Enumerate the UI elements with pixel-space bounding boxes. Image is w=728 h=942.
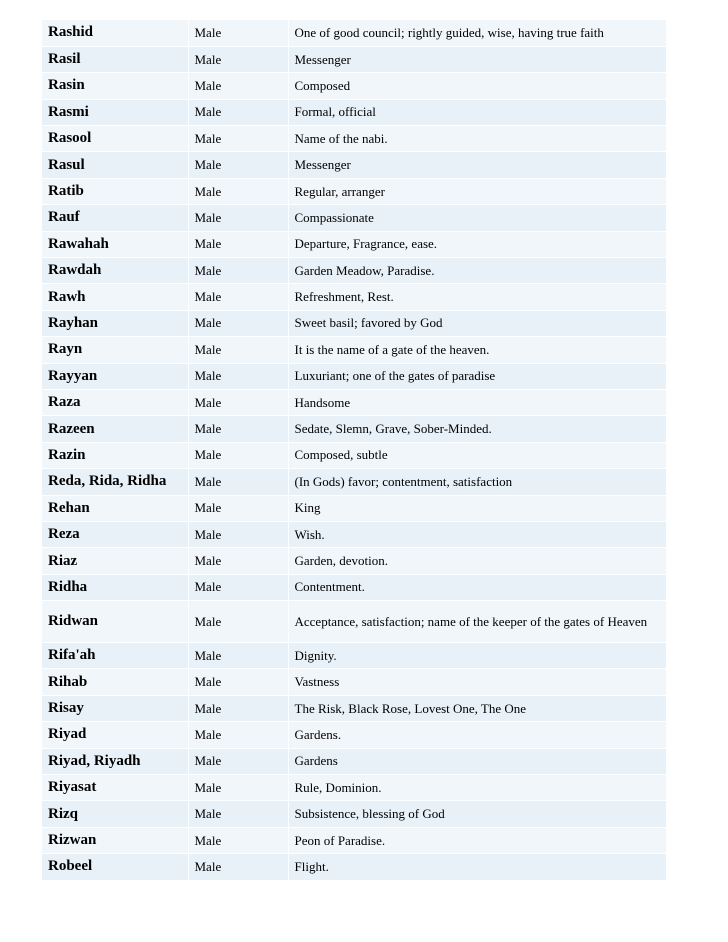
gender-cell: Male (188, 178, 288, 204)
meaning-cell: Subsistence, blessing of God (288, 801, 666, 827)
name-cell: Rauf (42, 205, 188, 231)
gender-cell: Male (188, 521, 288, 547)
meaning-cell: Garden Meadow, Paradise. (288, 258, 666, 284)
name-cell: Rifa'ah (42, 643, 188, 669)
gender-cell: Male (188, 99, 288, 125)
meaning-cell: Sweet basil; favored by God (288, 310, 666, 336)
gender-cell: Male (188, 152, 288, 178)
gender-cell: Male (188, 548, 288, 574)
meaning-cell: Handsome (288, 389, 666, 415)
table-row (42, 416, 666, 442)
name-cell: Riyad, Riyadh (42, 748, 188, 774)
table-row (42, 574, 666, 600)
gender-cell: Male (188, 495, 288, 521)
table-row (42, 310, 666, 336)
table-row (42, 521, 666, 547)
meaning-cell: It is the name of a gate of the heaven. (288, 337, 666, 363)
gender-cell: Male (188, 722, 288, 748)
gender-cell: Male (188, 695, 288, 721)
table-row (42, 442, 666, 468)
meaning-cell: Contentment. (288, 574, 666, 600)
names-table (42, 20, 667, 881)
meaning-cell: King (288, 495, 666, 521)
name-cell: Rasmi (42, 99, 188, 125)
meaning-cell: Gardens (288, 748, 666, 774)
name-cell: Riyad (42, 722, 188, 748)
meaning-cell: Sedate, Slemn, Grave, Sober-Minded. (288, 416, 666, 442)
name-cell: Risay (42, 695, 188, 721)
meaning-cell: Composed, subtle (288, 442, 666, 468)
meaning-cell: Regular, arranger (288, 178, 666, 204)
gender-cell: Male (188, 205, 288, 231)
table-row (42, 495, 666, 521)
name-cell: Rashid (42, 20, 188, 46)
meaning-cell: Acceptance, satisfaction; name of the keeper of the gates of Heaven (288, 601, 666, 643)
gender-cell: Male (188, 416, 288, 442)
meaning-cell: The Risk, Black Rose, Lovest One, The One (288, 695, 666, 721)
name-cell: Rayhan (42, 310, 188, 336)
name-cell: Rawh (42, 284, 188, 310)
name-cell: Ridha (42, 574, 188, 600)
names-table-body (42, 20, 666, 880)
name-cell: Rawdah (42, 258, 188, 284)
name-cell: Razin (42, 442, 188, 468)
table-row (42, 205, 666, 231)
name-cell: Reza (42, 521, 188, 547)
gender-cell: Male (188, 258, 288, 284)
gender-cell: Male (188, 363, 288, 389)
gender-cell: Male (188, 643, 288, 669)
name-cell: Robeel (42, 854, 188, 880)
table-row (42, 643, 666, 669)
table-row (42, 284, 666, 310)
meaning-cell: Rule, Dominion. (288, 775, 666, 801)
meaning-cell: Formal, official (288, 99, 666, 125)
table-row (42, 20, 666, 46)
gender-cell: Male (188, 284, 288, 310)
table-row (42, 775, 666, 801)
gender-cell: Male (188, 442, 288, 468)
name-cell: Rizq (42, 801, 188, 827)
table-row (42, 748, 666, 774)
meaning-cell: One of good council; rightly guided, wise, having true faith (288, 20, 666, 46)
table-row (42, 99, 666, 125)
table-row (42, 389, 666, 415)
name-cell: Rasul (42, 152, 188, 178)
gender-cell: Male (188, 337, 288, 363)
name-cell: Rizwan (42, 827, 188, 853)
table-row (42, 669, 666, 695)
gender-cell: Male (188, 231, 288, 257)
name-cell: Rasil (42, 46, 188, 72)
gender-cell: Male (188, 775, 288, 801)
gender-cell: Male (188, 601, 288, 643)
table-row (42, 722, 666, 748)
name-cell: Razeen (42, 416, 188, 442)
gender-cell: Male (188, 389, 288, 415)
meaning-cell: Gardens. (288, 722, 666, 748)
meaning-cell: Dignity. (288, 643, 666, 669)
meaning-cell: Composed (288, 73, 666, 99)
gender-cell: Male (188, 469, 288, 495)
table-row (42, 695, 666, 721)
name-cell: Rasin (42, 73, 188, 99)
table-row (42, 854, 666, 880)
meaning-cell: Messenger (288, 46, 666, 72)
name-cell: Rawahah (42, 231, 188, 257)
meaning-cell: Departure, Fragrance, ease. (288, 231, 666, 257)
meaning-cell: Flight. (288, 854, 666, 880)
meaning-cell: Garden, devotion. (288, 548, 666, 574)
meaning-cell: Name of the nabi. (288, 126, 666, 152)
table-row (42, 152, 666, 178)
name-cell: Rayyan (42, 363, 188, 389)
meaning-cell: Messenger (288, 152, 666, 178)
gender-cell: Male (188, 46, 288, 72)
table-row (42, 601, 666, 643)
table-row (42, 337, 666, 363)
meaning-cell: Compassionate (288, 205, 666, 231)
name-cell: Riaz (42, 548, 188, 574)
table-row (42, 548, 666, 574)
meaning-cell: Refreshment, Rest. (288, 284, 666, 310)
gender-cell: Male (188, 827, 288, 853)
table-row (42, 801, 666, 827)
gender-cell: Male (188, 748, 288, 774)
table-row (42, 258, 666, 284)
table-row (42, 46, 666, 72)
meaning-cell: Vastness (288, 669, 666, 695)
name-cell: Rihab (42, 669, 188, 695)
name-cell: Riyasat (42, 775, 188, 801)
name-cell: Raza (42, 389, 188, 415)
gender-cell: Male (188, 801, 288, 827)
name-cell: Reda, Rida, Ridha (42, 469, 188, 495)
table-row (42, 231, 666, 257)
table-row (42, 469, 666, 495)
table-row (42, 363, 666, 389)
name-cell: Rehan (42, 495, 188, 521)
meaning-cell: Peon of Paradise. (288, 827, 666, 853)
name-cell: Rasool (42, 126, 188, 152)
name-cell: Ratib (42, 178, 188, 204)
gender-cell: Male (188, 854, 288, 880)
gender-cell: Male (188, 574, 288, 600)
meaning-cell: Luxuriant; one of the gates of paradise (288, 363, 666, 389)
gender-cell: Male (188, 310, 288, 336)
gender-cell: Male (188, 73, 288, 99)
table-row (42, 126, 666, 152)
meaning-cell: (In Gods) favor; contentment, satisfaction (288, 469, 666, 495)
table-row (42, 73, 666, 99)
name-cell: Ridwan (42, 601, 188, 643)
name-cell: Rayn (42, 337, 188, 363)
table-row (42, 178, 666, 204)
gender-cell: Male (188, 126, 288, 152)
table-row (42, 827, 666, 853)
meaning-cell: Wish. (288, 521, 666, 547)
gender-cell: Male (188, 669, 288, 695)
gender-cell: Male (188, 20, 288, 46)
